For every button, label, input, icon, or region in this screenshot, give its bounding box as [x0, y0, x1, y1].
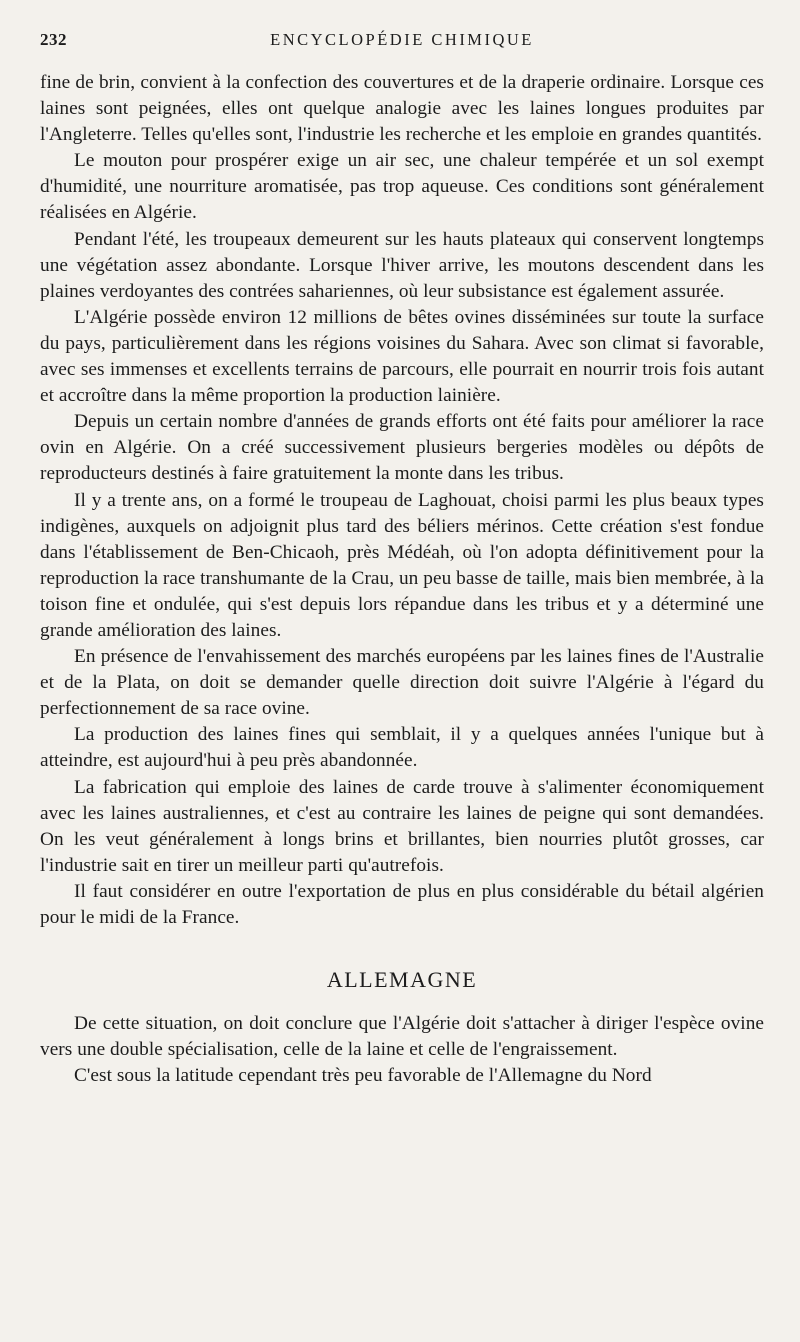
page-header: [40, 30, 764, 56]
paragraph-3: Pendant l'été, les troupeaux demeurent sur les hauts plateaux qui conservent longtemps une végétation assez abondante. Lorsque l'hiver arrive, les moutons descendent dans les plaines verdoyantes des contrées sahariennes, où leur subsistance est également assurée.: [40, 228, 764, 302]
body-text: [40, 70, 764, 1089]
page-number: 232: [40, 30, 67, 49]
section-title: ALLEMAGNE: [326, 967, 478, 993]
section-paragraph-1: De cette situation, on doit conclure que l'Algérie doit s'attacher à diriger l'espèce ovine vers une double spécialisation, celle de la laine et celle de l'engraissement.: [40, 1013, 764, 1061]
paragraph-10: Il faut considérer en outre l'exportation de plus en plus considérable du bétail algérien pour le midi de la France.: [40, 880, 764, 928]
paragraph-1: fine de brin, convient à la confection des couvertures et de la draperie ordinaire. Lorsque ces laines sont peignées, elles ont quelque analogie avec les laines longues produites par l'Angleterre. Telles qu'elles sont, l'industrie les recherche et les emploie en grandes quantités.: [40, 72, 764, 146]
paragraph-8: La production des laines fines qui semblait, il y a quelques années l'unique but à atteindre, est aujourd'hui à peu près abandonnée.: [40, 724, 764, 772]
paragraph-5: Depuis un certain nombre d'années de grands efforts ont été faits pour améliorer la race ovin en Algérie. On a créé successivement plusieurs bergeries modèles ou dépôts de reproducteurs destinés à faire gratuitement la monte dans les tribus.: [40, 411, 764, 485]
paragraph-2: Le mouton pour prospérer exige un air sec, une chaleur tempérée et un sol exempt d'humidité, une nourriture aromatisée, pas trop aqueuse. Ces conditions sont généralement réalisées en Algérie.: [40, 150, 764, 224]
paragraph-7: En présence de l'envahissement des marchés européens par les laines fines de l'Australie et de la Plata, on doit se demander quelle direction doit suivre l'Algérie à l'égard du perfectionnement de sa race ovine.: [40, 646, 764, 720]
section-paragraph-2: C'est sous la latitude cependant très peu favorable de l'Allemagne du Nord: [74, 1065, 652, 1087]
paragraph-6: Il y a trente ans, on a formé le troupeau de Laghouat, choisi parmi les plus beaux types indigènes, auxquels on adjoignit plus tard des béliers mérinos. Cette création s'est fondue dans l'établissement de Ben-Chicaoh, près Médéah, où l'on adopta définitivement pour la reproduction la race transhumante de la Crau, un peu basse de taille, mais bien membrée, à la toison fine et ondulée, qui s'est depuis lors répandue dans les tribus et y a déterminé une grande amélioration des laines.: [40, 489, 764, 641]
paragraph-4: L'Algérie possède environ 12 millions de bêtes ovines disséminées sur toute la surface du pays, particulièrement dans les régions voisines du Sahara. Avec son climat si favorable, avec ses immenses et excellents terrains de parcours, elle pourrait en nourrir trois fois autant et accroître dans la même proportion la production lainière.: [40, 306, 764, 407]
running-title: ENCYCLOPÉDIE CHIMIQUE: [270, 30, 534, 49]
paragraph-9: La fabrication qui emploie des laines de carde trouve à s'alimenter économiquement avec les laines australiennes, et c'est au contraire les laines de peigne qui sont demandées. On les veut généralement à longs brins et brillantes, bien nourries plutôt grosses, car l'industrie sait en tirer un meilleur parti qu'autrefois.: [40, 776, 764, 876]
